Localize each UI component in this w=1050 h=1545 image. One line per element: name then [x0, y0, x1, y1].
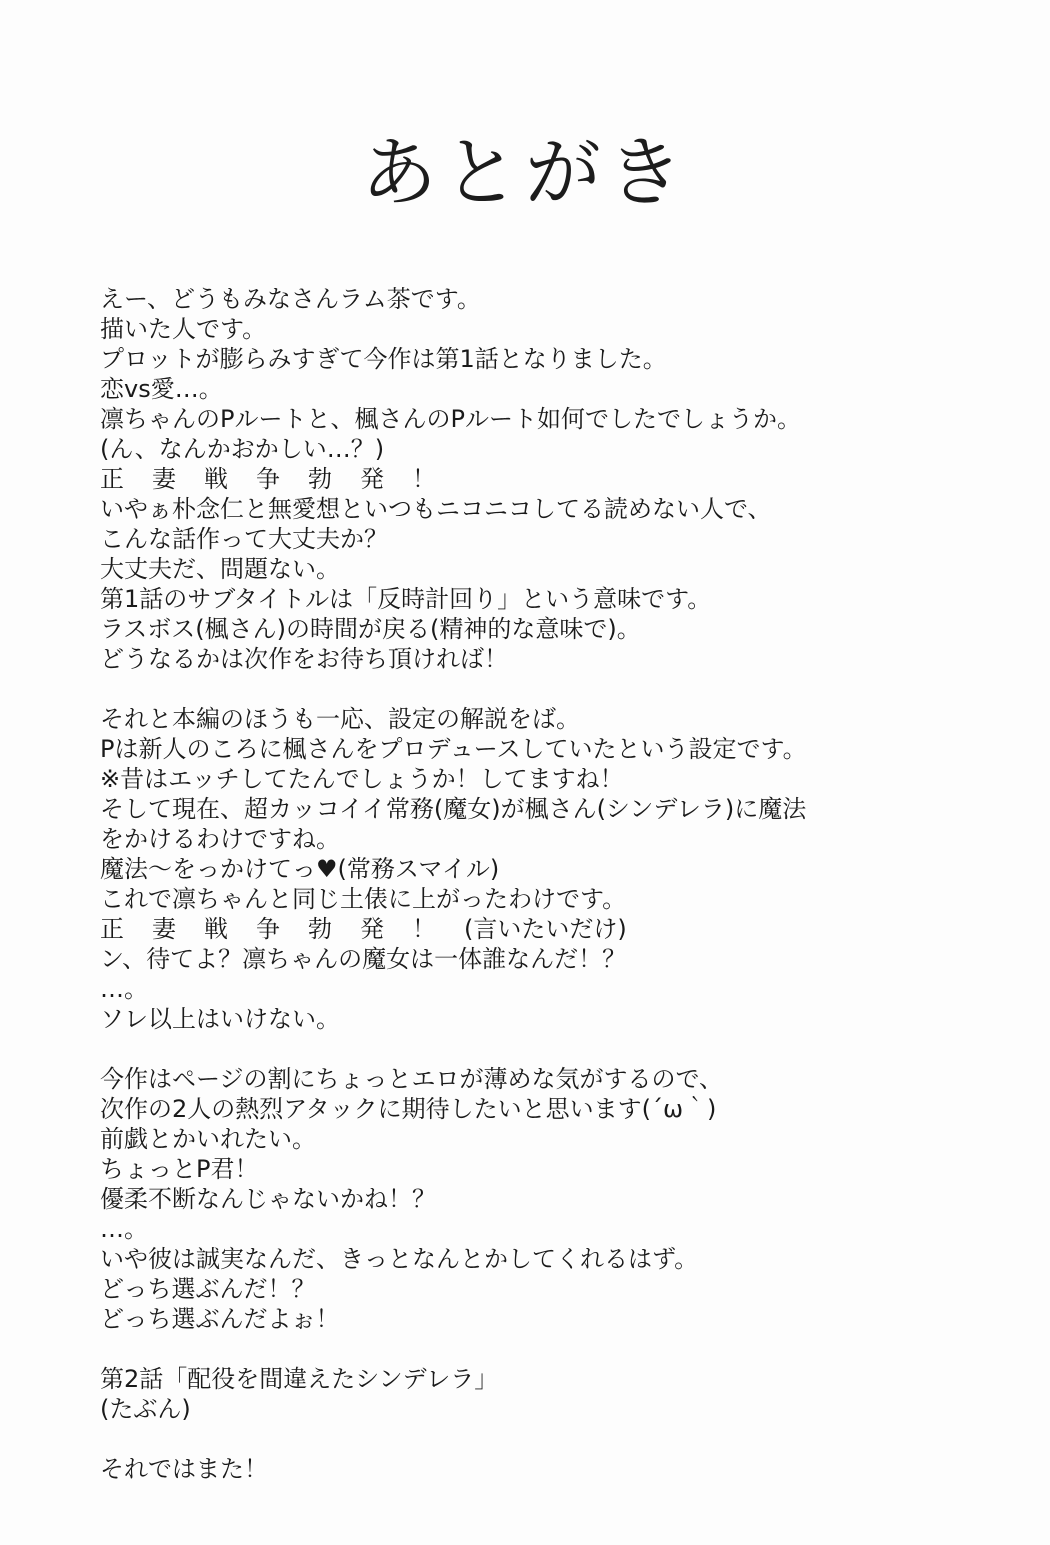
- text-line: ※昔はエッチしてたんでしょうか！してますね！: [100, 765, 624, 793]
- text-line: どっち選ぶんだ！？: [100, 1275, 316, 1303]
- text-line: ちょっとP君！: [100, 1155, 259, 1183]
- text-line: 大丈夫だ、問題ない。: [100, 555, 340, 583]
- text-line: 優柔不断なんじゃないかね！？: [100, 1185, 436, 1213]
- text-line: それと本編のほうも一応、設定の解説をば。: [100, 705, 580, 733]
- paragraph-gap: [100, 1034, 1000, 1064]
- text-line: 恋vs愛…。: [100, 375, 223, 403]
- text-line: 魔法〜をっかけてっ♥(常務スマイル): [100, 855, 500, 883]
- text-line: そして現在、超カッコイイ常務(魔女)が楓さん(シンデレラ)に魔法: [100, 795, 807, 823]
- text-line: ラスボス(楓さん)の時間が戻る(精神的な意味で)。: [100, 615, 641, 643]
- text-line-emphasis: 正妻戦争勃発！: [100, 915, 464, 943]
- text-line: こんな話作って大丈夫か？: [100, 525, 388, 553]
- text-line-emphasis-row: [100, 914, 1000, 944]
- text-line: いやぁ朴念仁と無愛想といつもニコニコしてる読めない人で、: [100, 495, 772, 523]
- text-line: 第1話のサブタイトルは「反時計回り」という意味です。: [100, 585, 712, 613]
- text-line-emphasis: 正妻戦争勃発！: [100, 465, 464, 493]
- text-line: ソレ以上はいけない。: [100, 1005, 340, 1033]
- text-line: えー、どうもみなさんラム茶です。: [100, 285, 481, 313]
- text-line: どっち選ぶんだよぉ！: [100, 1305, 340, 1333]
- text-line: (たぶん): [100, 1395, 191, 1423]
- paragraph-gap: [100, 1424, 1000, 1454]
- text-line: …。: [100, 975, 148, 1003]
- text-line: Pは新人のころに楓さんをプロデュースしていたという設定です。: [100, 735, 807, 763]
- paragraph-gap: [100, 1334, 1000, 1364]
- text-line: 前戯とかいれたい。: [100, 1125, 316, 1153]
- text-line: 描いた人です。: [100, 315, 267, 343]
- text-line: それではまた！: [100, 1455, 268, 1483]
- page-title: あとがき: [361, 128, 689, 217]
- paragraph-gap: [100, 674, 1000, 704]
- text-line: をかけるわけですね。: [100, 825, 340, 853]
- text-line: これで凛ちゃんと同じ土俵に上がったわけです。: [100, 885, 627, 913]
- text-line: 凛ちゃんのPルートと、楓さんのPルート如何でしたでしょうか。: [100, 405, 801, 433]
- text-line: いや彼は誠実なんだ、きっとなんとかしてくれるはず。: [100, 1245, 699, 1273]
- afterword-body: [100, 284, 1000, 1484]
- text-line: 次作の2人の熱烈アタックに期待したいと思います(´ω｀): [100, 1095, 717, 1123]
- text-line: …。: [100, 1215, 148, 1243]
- text-line: プロットが膨らみすぎて今作は第1話となりました。: [100, 345, 667, 373]
- text-line-aside: (言いたいだけ): [464, 915, 627, 943]
- text-line: 第2話「配役を間違えたシンデレラ」: [100, 1365, 499, 1393]
- text-line: どうなるかは次作をお待ち頂ければ！: [100, 645, 508, 673]
- text-line: ン、待てよ？凛ちゃんの魔女は一体誰なんだ！？: [100, 945, 627, 973]
- text-line: (ん、なんかおかしい…？): [100, 435, 385, 463]
- text-line: 今作はページの割にちょっとエロが薄めな気がするので、: [100, 1065, 724, 1093]
